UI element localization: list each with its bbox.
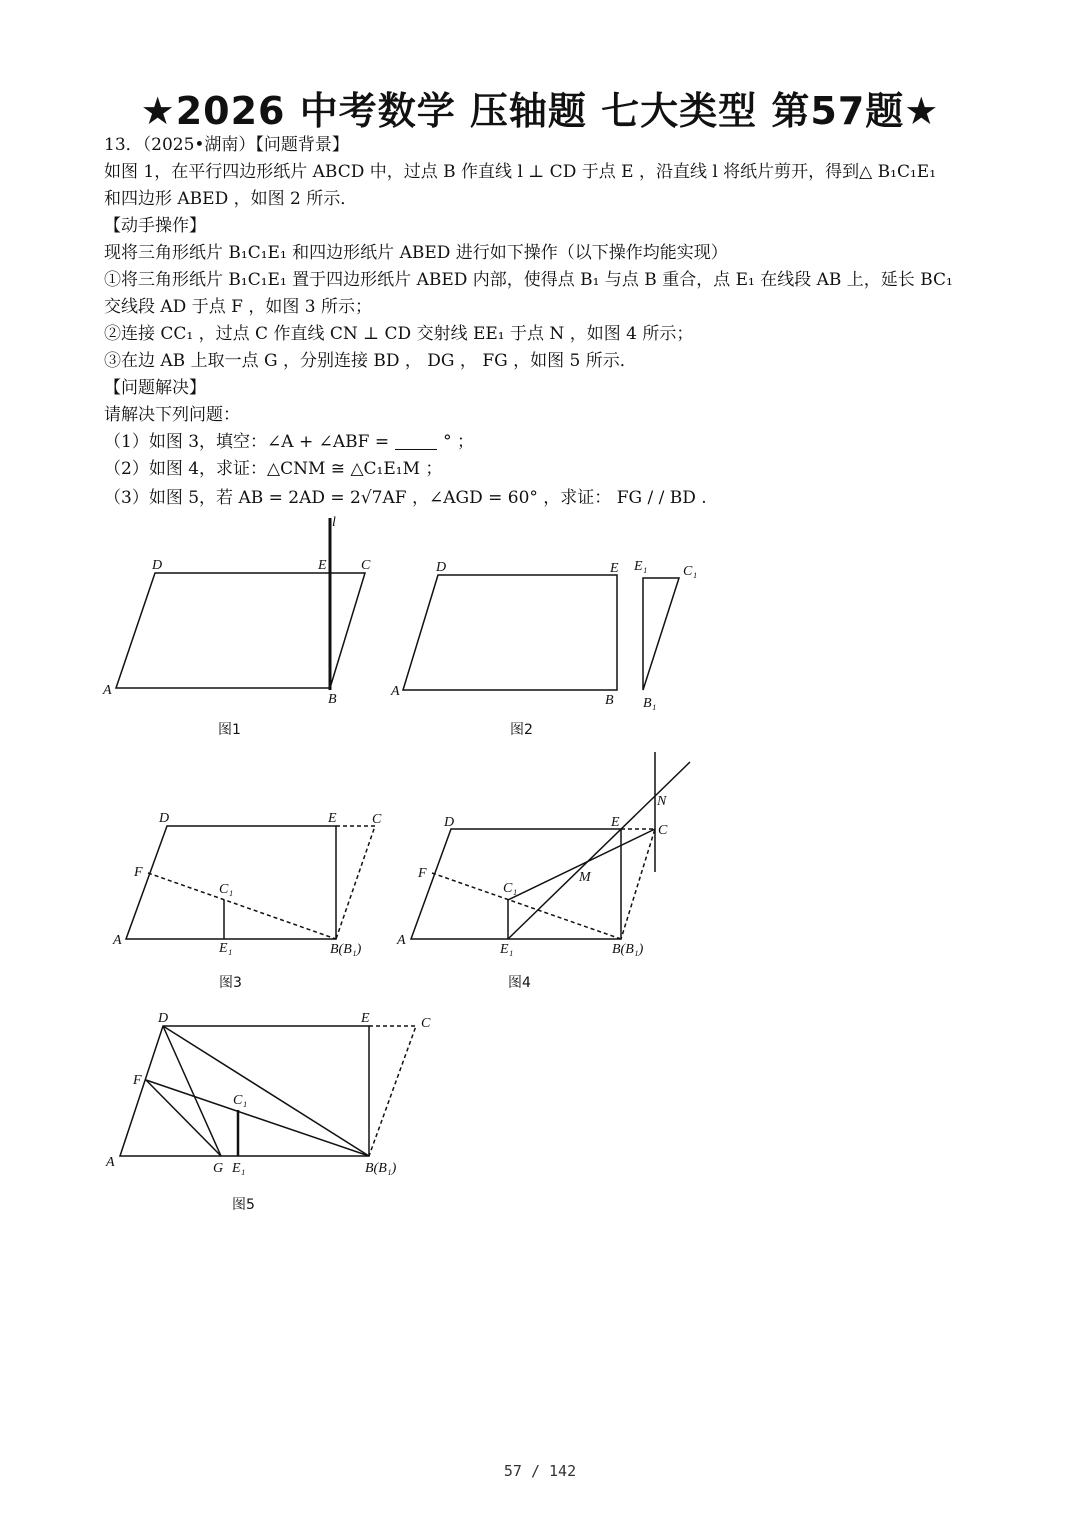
fig1-label-b: B <box>328 692 337 707</box>
triangle-b1c1e1 <box>643 578 679 690</box>
fig1-label-a: A <box>103 683 112 698</box>
ray-ee1 <box>508 762 690 939</box>
fig5-label-c1: C₁ <box>233 1093 248 1108</box>
fig4-label-f: F <box>418 866 427 881</box>
fig1-label-e: E <box>318 558 327 573</box>
segment-fb <box>148 873 336 939</box>
fig2-label-d: D <box>436 560 447 575</box>
fig4-caption: 图4 <box>508 975 531 991</box>
quadrilateral-abed-fig3 <box>126 826 336 939</box>
fig3-label-c: C <box>372 812 382 827</box>
fig2-caption: 图2 <box>510 722 533 738</box>
figure-4 <box>411 752 690 939</box>
segment-fb-fig5 <box>146 1080 369 1156</box>
fig5-label-c: C <box>421 1016 431 1031</box>
solve-intro: 请解决下列问题： <box>104 405 240 425</box>
figure-2 <box>403 575 679 690</box>
fig4-label-e: E <box>611 815 620 830</box>
fig5-label-d: D <box>158 1011 169 1026</box>
segment-bd <box>163 1026 369 1156</box>
cut-triangle-outline <box>336 826 375 939</box>
operation-header: 【动手操作】 <box>104 216 206 236</box>
fig5-label-g: G <box>213 1161 224 1176</box>
answer-blank <box>395 433 437 450</box>
fig4-label-e1: E₁ <box>500 942 514 957</box>
fig4-label-a: A <box>397 933 406 948</box>
quadrilateral-abed-fig5 <box>120 1026 369 1156</box>
fig5-label-f: F <box>133 1073 142 1088</box>
fig5-label-e: E <box>361 1011 370 1026</box>
question-1-text: （1）如图 3，填空：∠A + ∠ABF = <box>104 432 390 452</box>
segment-fg <box>146 1080 221 1156</box>
fig4-label-m: M <box>579 870 591 885</box>
fig1-caption: 图1 <box>218 722 241 738</box>
fig2-label-e1: E₁ <box>634 559 648 574</box>
step-1-line-1: ①将三角形纸片 B₁C₁E₁ 置于四边形纸片 ABED 内部，使得点 B₁ 与点 B 重合，点 E₁ 在线段 AB 上，延长 BC₁ <box>104 270 953 290</box>
fig3-label-d: D <box>159 811 170 826</box>
fig4-label-c1: C₁ <box>503 881 518 896</box>
fig3-label-f: F <box>134 865 143 880</box>
page-number: 57 / 142 <box>503 1462 577 1480</box>
step-2: ②连接 CC₁ ，过点 C 作直线 CN ⊥ CD 交射线 EE₁ 于点 N ，如图 4 所示； <box>104 324 694 344</box>
segment-dg <box>163 1026 221 1156</box>
fig1-label-l: l <box>332 515 336 530</box>
fig4-label-b: B(B₁) <box>612 942 644 957</box>
step-3: ③在边 AB 上取一点 G ，分别连接 BD ， DG ， FG ，如图 5 所示． <box>104 351 637 371</box>
fig2-label-a: A <box>391 684 400 699</box>
fig1-label-d: D <box>152 558 163 573</box>
fig4-label-c: C <box>658 823 668 838</box>
background-line-2: 和四边形 ABED ，如图 2 所示． <box>104 189 358 209</box>
fig5-label-b: B(B₁) <box>365 1161 397 1176</box>
figure-3 <box>126 826 375 939</box>
page-title: ★2026 中考数学 压轴题 七大类型 第57题★ <box>140 89 940 133</box>
figure-5 <box>120 1026 416 1156</box>
segment-fb-fig4 <box>432 873 621 939</box>
fig5-label-a: A <box>106 1155 115 1170</box>
fig5-label-e1: E₁ <box>232 1161 246 1176</box>
question-3: （3）如图 5，若 AB = 2AD = 2√7AF ，∠AGD = 60° ，求证： FG / / BD . <box>104 488 707 508</box>
question-2: （2）如图 4，求证：△CNM ≅ △C₁E₁M ； <box>104 459 443 479</box>
problem-header: 13．（2025•湖南）【问题背景】 <box>104 135 349 155</box>
fig3-label-c1: C₁ <box>219 882 234 897</box>
cut-triangle-outline-fig5 <box>369 1026 416 1156</box>
fig4-label-n: N <box>657 794 667 809</box>
question-1-suffix: ° ； <box>443 432 474 452</box>
operation-intro: 现将三角形纸片 B₁C₁E₁ 和四边形纸片 ABED 进行如下操作（以下操作均能实现） <box>104 243 728 263</box>
fig1-label-c: C <box>361 558 371 573</box>
fig3-label-e: E <box>328 811 337 826</box>
background-line-1: 如图 1，在平行四边形纸片 ABCD 中，过点 B 作直线 l ⊥ CD 于点 E ，沿直线 l 将纸片剪开，得到△ B₁C₁E₁ <box>104 162 937 182</box>
quadrilateral-abed-fig4 <box>411 829 621 939</box>
fig3-label-e1: E₁ <box>219 941 233 956</box>
fig3-label-b: B(B₁) <box>330 942 362 957</box>
segment-cc1 <box>508 829 655 900</box>
quadrilateral-abed <box>403 575 617 690</box>
step-1-line-2: 交线段 AD 于点 F ，如图 3 所示； <box>104 297 372 317</box>
cut-triangle-outline-fig4 <box>621 829 655 939</box>
fig5-caption: 图5 <box>232 1197 255 1213</box>
fig2-label-c1: C₁ <box>683 564 698 579</box>
fig3-caption: 图3 <box>219 975 242 991</box>
fig2-label-b1: B₁ <box>643 696 657 711</box>
parallelogram-abcd <box>116 573 365 688</box>
fig4-label-d: D <box>444 815 455 830</box>
solve-header: 【问题解决】 <box>104 378 206 398</box>
fig2-label-b: B <box>605 693 614 708</box>
fig3-label-a: A <box>113 933 122 948</box>
fig2-label-e: E <box>610 561 619 576</box>
question-1 <box>104 430 474 454</box>
figure-1 <box>116 518 365 690</box>
